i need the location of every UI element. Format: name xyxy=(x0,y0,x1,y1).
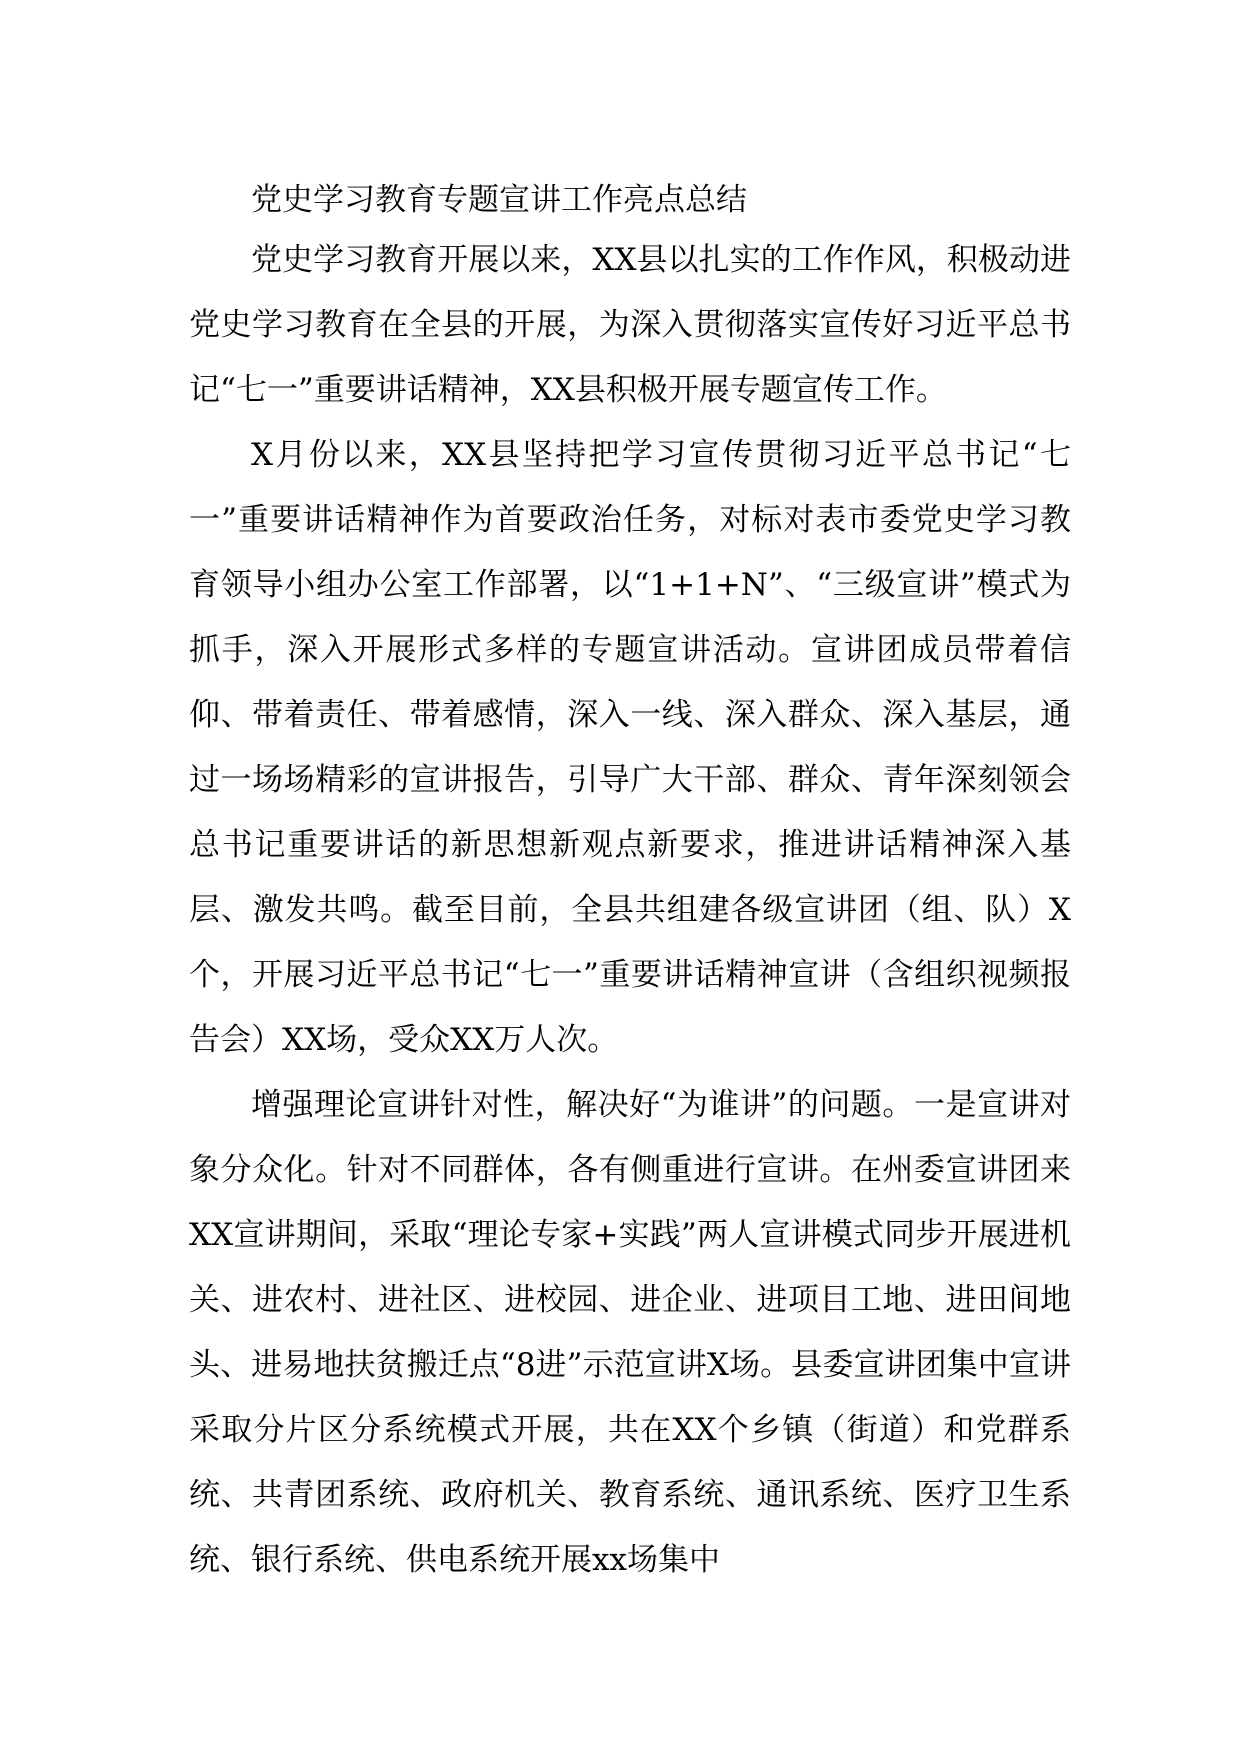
document-title: 党史学习教育专题宣讲工作亮点总结 xyxy=(251,182,747,218)
paragraph-intro: 党史学习教育开展以来，XX县以扎实的工作作风，积极动进党史学习教育在全县的开展，为深入贯彻落实宣传好习近平总书记“七一”重要讲话精神，XX县积极开展专题宣传工作。 xyxy=(189,242,1071,408)
document-body xyxy=(189,172,1071,1593)
paragraph-overview: X月份以来，XX县坚持把学习宣传贯彻习近平总书记“七一”重要讲话精神作为首要政治任务，对标对表市委党史学习教育领导小组办公室工作部署，以“1+1+N”、“三级宣讲”模式为抓手，深入开展形式多样的专题宣讲活动。宣讲团成员带着信仰、带着责任、带着感情，深入一线、深入群众、深入基层，通过一场场精彩的宣讲报告，引导广大干部、群众、青年深刻领会总书记重要讲话的新思想新观点新要求，推进讲话精神深入基层、激发共鸣。截至目前，全县共组建各级宣讲团（组、队）X个，开展习近平总书记“七一”重要讲话精神宣讲（含组织视频报告会）XX场，受众XX万人次。 xyxy=(189,437,1071,1058)
paragraph-targeting: 增强理论宣讲针对性，解决好“为谁讲”的问题。一是宣讲对象分众化。针对不同群体，各有侧重进行宣讲。在州委宣讲团来XX宣讲期间，采取“理论专家+实践”两人宣讲模式同步开展进机关、进农村、进社区、进校园、进企业、进项目工地、进田间地头、进易地扶贫搬迁点“8进”示范宣讲X场。县委宣讲团集中宣讲采取分片区分系统模式开展，共在XX个乡镇（街道）和党群系统、共青团系统、政府机关、教育系统、通讯系统、医疗卫生系统、银行系统、供电系统开展xx场集中 xyxy=(189,1087,1071,1578)
